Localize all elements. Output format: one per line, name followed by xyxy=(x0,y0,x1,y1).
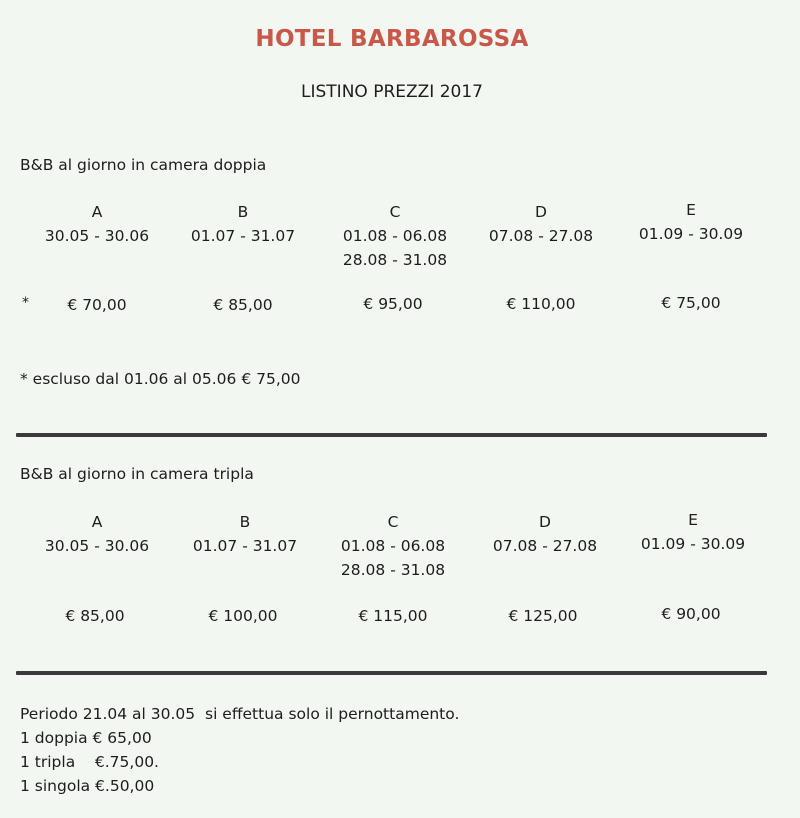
hotel-title: HOTEL BARBAROSSA xyxy=(255,26,529,52)
double-period-b xyxy=(168,200,318,248)
single-overnight-price: 1 singola €.50,00 xyxy=(20,777,155,795)
period-dates: 01.08 - 06.08 xyxy=(340,537,446,555)
section-divider xyxy=(16,671,767,675)
period-dates-second: 28.08 - 31.08 xyxy=(340,561,446,579)
exclusion-note: * escluso dal 01.06 al 05.06 € 75,00 xyxy=(20,370,301,388)
triple-period-c xyxy=(318,510,468,582)
period-dates: 01.08 - 06.08 xyxy=(342,227,448,245)
period-letter: C xyxy=(389,203,401,221)
double-overnight-price: 1 doppia € 65,00 xyxy=(20,729,152,747)
period-letter: E xyxy=(686,201,696,219)
double-price-a: € 70,00 xyxy=(67,296,127,314)
period-dates: 01.09 - 30.09 xyxy=(640,535,746,553)
double-price-c: € 95,00 xyxy=(363,295,423,313)
double-period-c xyxy=(320,200,470,272)
period-letter: C xyxy=(387,513,399,531)
double-price-e: € 75,00 xyxy=(661,294,721,312)
overnight-period-line: Periodo 21.04 al 30.05 si effettua solo il pernottamento. xyxy=(20,705,460,723)
period-dates: 01.07 - 31.07 xyxy=(192,537,298,555)
period-dates: 07.08 - 27.08 xyxy=(492,537,598,555)
double-period-e xyxy=(616,198,766,246)
double-price-d: € 110,00 xyxy=(506,295,576,313)
triple-price-d: € 125,00 xyxy=(508,607,578,625)
period-letter: D xyxy=(539,513,551,531)
period-dates: 01.07 - 31.07 xyxy=(190,227,296,245)
period-letter: A xyxy=(91,203,103,221)
triple-price-a: € 85,00 xyxy=(65,607,125,625)
period-dates: 01.09 - 30.09 xyxy=(638,225,744,243)
triple-period-d xyxy=(470,510,620,558)
triple-period-e xyxy=(618,508,768,556)
triple-room-heading: B&B al giorno in camera tripla xyxy=(20,465,254,483)
section-divider xyxy=(16,433,767,437)
period-dates-second: 28.08 - 31.08 xyxy=(342,251,448,269)
triple-price-e: € 90,00 xyxy=(661,605,721,623)
double-room-heading: B&B al giorno in camera doppia xyxy=(20,156,267,174)
period-letter: D xyxy=(535,203,547,221)
period-letter: E xyxy=(688,511,698,529)
triple-period-b xyxy=(170,510,320,558)
period-dates: 30.05 - 30.06 xyxy=(44,537,150,555)
period-dates: 07.08 - 27.08 xyxy=(488,227,594,245)
triple-price-b: € 100,00 xyxy=(208,607,278,625)
triple-period-a xyxy=(22,510,172,558)
period-dates: 30.05 - 30.06 xyxy=(44,227,150,245)
double-price-b: € 85,00 xyxy=(213,296,273,314)
period-letter: B xyxy=(239,513,251,531)
double-period-a xyxy=(22,200,172,248)
double-period-d xyxy=(466,200,616,248)
period-letter: B xyxy=(237,203,249,221)
asterisk-marker: * xyxy=(22,295,29,311)
price-list-subtitle: LISTINO PREZZI 2017 xyxy=(301,82,483,102)
triple-price-c: € 115,00 xyxy=(358,607,428,625)
triple-overnight-price: 1 tripla €.75,00. xyxy=(20,753,159,771)
period-letter: A xyxy=(91,513,103,531)
overnight-only-info xyxy=(20,702,459,798)
